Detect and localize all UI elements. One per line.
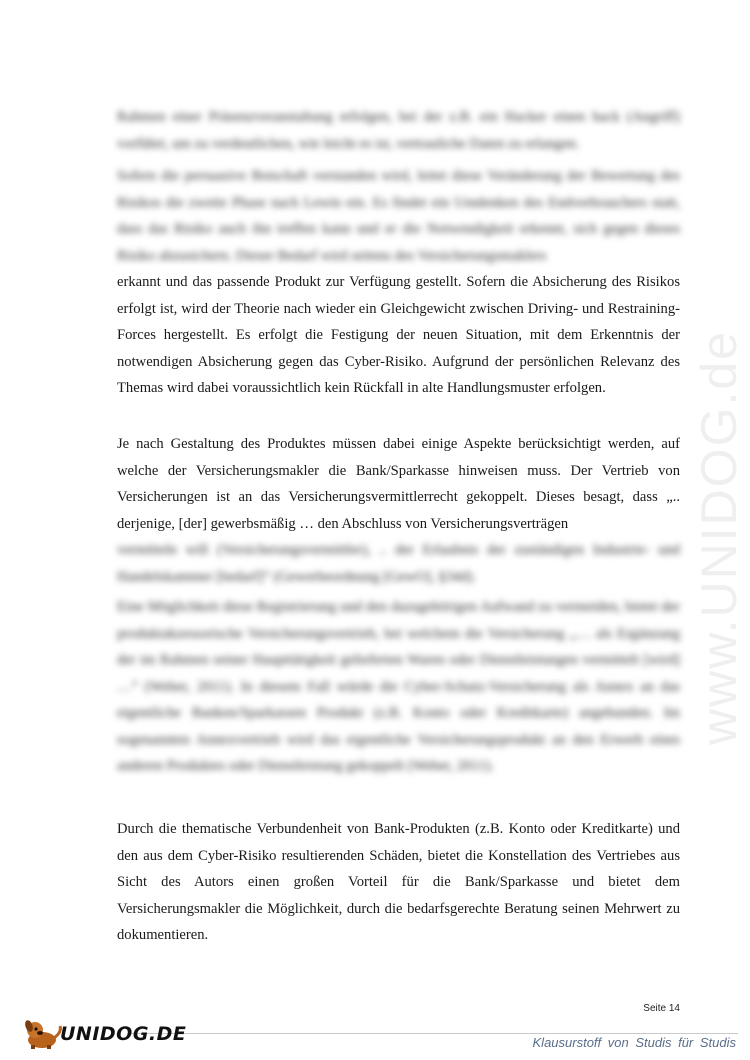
paragraph-vertrieb-blurred: vermitteln will (Versicherungsvermittler), .. der Erlaubnis der zuständigen Industrie- und Handelskammer [bedarf]“ (Gewerbeordnung [GewO], §34d).	[117, 542, 680, 585]
paragraph-vertrieb	[117, 431, 680, 590]
paragraph-absicherung: erkannt und das passende Produkt zur Verfügung gestellt. Sofern die Absicherung des Risikos erfolgt ist, wird der Theorie nach wieder ein Gleichgewicht zwischen Driving- und Restraining-Forces hergestellt. Es erfolgt die Festigung der neuen Situation, mit dem Erkenntnis der notwendigen Absicherung gegen das Cyber-Risiko. Aufgrund der persönlichen Relevanz des Themas wird dabei voraussichtlich kein Rückfall in alte Handlungsmuster erfolgen.	[117, 274, 680, 396]
page-number: Seite 14	[643, 1003, 680, 1014]
watermark: www.UNIDOG.de	[691, 330, 747, 745]
unidog-logo	[22, 1018, 186, 1050]
dog-icon	[22, 1018, 64, 1050]
blurred-paragraph-intro: Rahmen einer Präsenzveranstaltung erfolgen, bei der z.B. ein Hacker einen hack (Angriff) vorführt, um zu verdeutlichen, wie leicht es ist, vertrauliche Daten zu erlangen.	[117, 109, 680, 152]
blurred-paragraph-annex: Eine Möglichkeit diese Registrierung und den dazugehörigen Aufwand zu vermeiden, bietet der produktakzessorische Versicherungsvertrieb, bei welchem die Versicherung „… als Ergänzung der im Rahmen seiner Haupttätigkeit gelieferten Waren oder Dienstleistungen vermittelt [wird] …“ (Weber, 2011). In diesem Fall würde die Cyber-Schutz-Versicherung als Annex an das eigentliche Banken/Sparkassen Produkt (z.B. Konto oder Kreditkarte) angebunden. Im sogenannten Annexvertrieb wird das eigentliche Versicherungsprodukt an den Erwerb eines anderen Produktes oder Dienstleistung gekoppelt (Weber, 2011).	[117, 599, 680, 774]
paragraph-fazit: Durch die thematische Verbundenheit von Bank-Produkten (z.B. Konto oder Kreditkarte) und den aus dem Cyber-Risiko resultierenden Schäden, bietet die Konstellation des Vertriebes aus Sicht des Autors einen großen Vorteil für die Bank/Sparkasse und bietet dem Versicherungsmakler die Möglichkeit, durch die bedarfsgerechte Beratung seinen Mehrwert zu dokumentieren.	[117, 821, 680, 943]
footer-divider	[130, 1033, 738, 1034]
footer-tagline: Klausurstoff von Studis für Studis	[532, 1035, 736, 1050]
blurred-paragraph-lewin: Sofern die persuasive Botschaft verstanden wird, leitet diese Veränderung der Bewertung des Risikos die zweite Phase nach Lewin ein. Es findet ein Umdenken des Endverbrauchers statt, dass das Risiko auch ihn treffen kann und er die Notwendigkeit erkennt, sich gegen dieses Risiko abzusichern. Dieser Bedarf wird seitens des Versicherungsmaklers	[117, 168, 680, 264]
paragraph-vertrieb-visible: Je nach Gestaltung des Produktes müssen dabei einige Aspekte berücksichtigt werden, auf welche der Versicherungsmakler die Bank/Sparkasse hinweisen muss. Der Vertrieb von Versicherungen ist an das Versicherungsvermittlerrecht gekoppelt. Dieses besagt, dass „.. derjenige, [der] gewerbsmäßig … den Abschluss von Versicherungsverträgen	[117, 436, 680, 532]
logo-text: UNIDOG.DE	[60, 1023, 187, 1045]
